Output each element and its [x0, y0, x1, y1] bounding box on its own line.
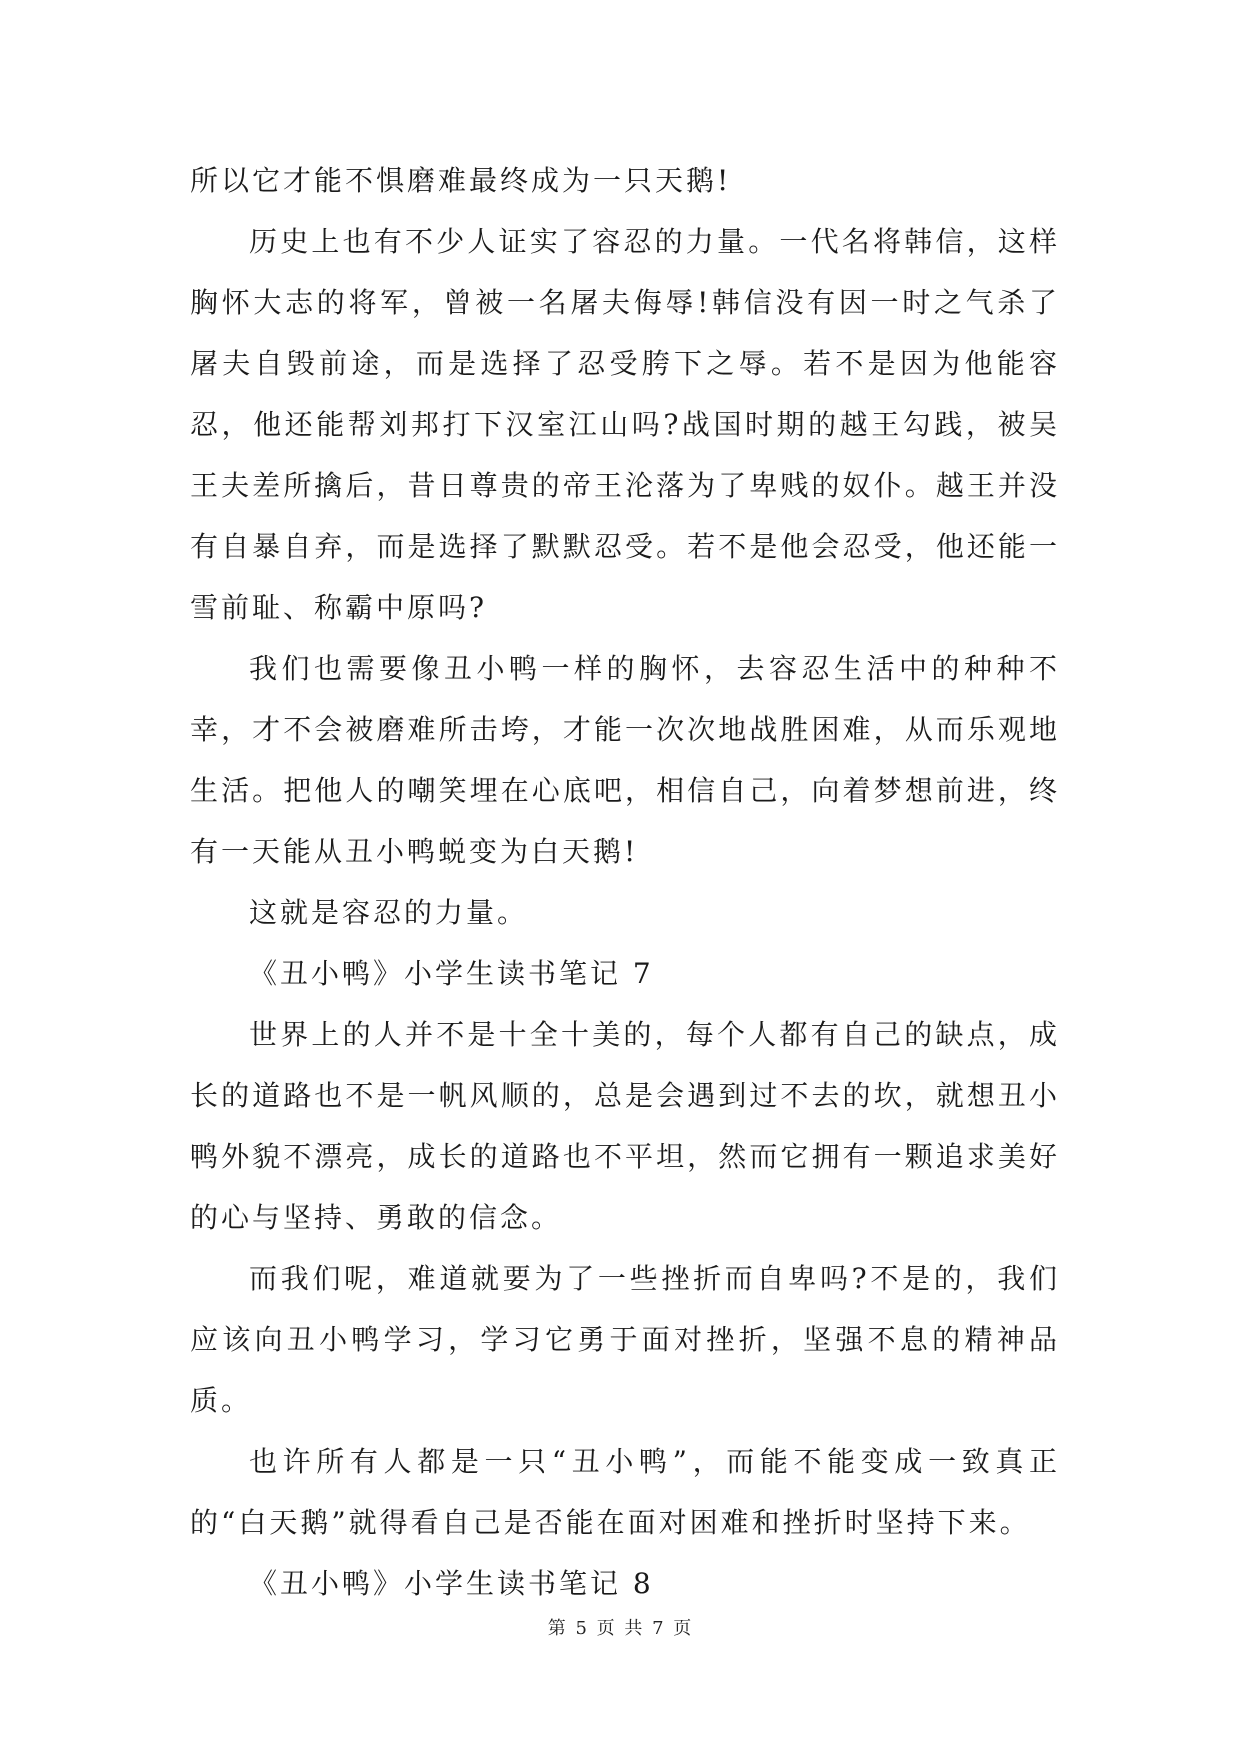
section-heading-7: 《丑小鸭》小学生读书笔记 7 — [249, 957, 654, 990]
section-heading-8: 《丑小鸭》小学生读书笔记 8 — [249, 1567, 654, 1600]
paragraph-1: 所以它才能不惧磨难最终成为一只天鹅! — [190, 164, 732, 197]
paragraph-2: 历史上也有不少人证实了容忍的力量。一代名将韩信，这样胸怀大志的将军，曾被一名屠夫侮辱!韩信没有因一时之气杀了屠夫自毁前途，而是选择了忍受胯下之辱。若不是因为他能容忍，他还能帮刘邦打下汉室江山吗?战国时期的越王勾践，被吴王夫差所擒后，昔日尊贵的帝王沦落为了卑贱的奴仆。越王并没有自暴自弃，而是选择了默默忍受。若不是他会忍受，他还能一雪前耻、称霸中原吗? — [190, 225, 1060, 624]
paragraph-4: 这就是容忍的力量。 — [249, 896, 529, 929]
document-body — [190, 150, 1060, 1614]
paragraph-5: 世界上的人并不是十全十美的，每个人都有自己的缺点，成长的道路也不是一帆风顺的，总是会遇到过不去的坎，就想丑小鸭外貌不漂亮，成长的道路也不平坦，然而它拥有一颗追求美好的心与坚持、勇敢的信念。 — [190, 1018, 1060, 1234]
paragraph-7: 也许所有人都是一只“丑小鸭”，而能不能变成一致真正的“白天鹅”就得看自己是否能在面对困难和挫折时坚持下来。 — [190, 1445, 1060, 1539]
paragraph-3: 我们也需要像丑小鸭一样的胸怀，去容忍生活中的种种不幸，才不会被磨难所击垮，才能一次次地战胜困难，从而乐观地生活。把他人的嘲笑埋在心底吧，相信自己，向着梦想前进，终有一天能从丑小鸭蜕变为白天鹅! — [190, 652, 1060, 868]
paragraph-6: 而我们呢，难道就要为了一些挫折而自卑吗?不是的，我们应该向丑小鸭学习，学习它勇于面对挫折，坚强不息的精神品质。 — [190, 1262, 1060, 1417]
page-number-footer: 第 5 页 共 7 页 — [547, 1618, 694, 1639]
